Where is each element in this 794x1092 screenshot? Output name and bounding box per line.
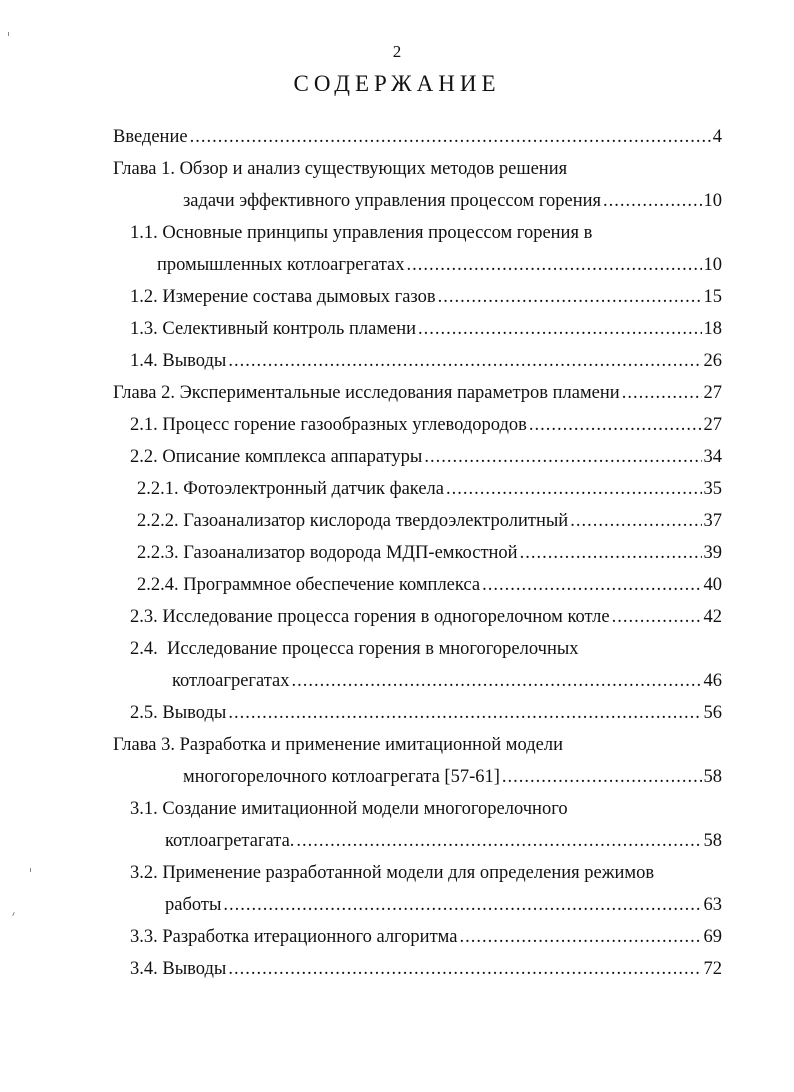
dot-leader	[459, 922, 701, 952]
toc-entry	[172, 666, 722, 696]
toc-entry-title: 2.2.4. Программное обеспечение комплекса	[137, 575, 481, 595]
toc-entry-title: 2.2. Описание комплекса аппаратуры	[130, 447, 423, 467]
dot-leader	[520, 538, 702, 568]
toc-entry	[130, 442, 722, 472]
toc-entry	[183, 762, 722, 792]
toc-entry-page: 56	[703, 703, 722, 723]
toc-entry-page: 39	[703, 543, 722, 563]
toc-entry-page: 35	[703, 479, 722, 499]
toc-entry-title: 2.3. Исследование процесса горения в одногорелочном котле	[130, 607, 610, 627]
scan-speck	[8, 32, 9, 36]
toc-entry	[137, 538, 722, 568]
toc-entry-title: Введение	[113, 127, 188, 147]
dot-leader	[446, 474, 702, 504]
toc-entry-page: 69	[703, 927, 722, 947]
dot-leader	[438, 282, 702, 312]
toc-entry-page: 26	[703, 351, 722, 371]
page-title: СОДЕРЖАНИЕ	[293, 71, 501, 96]
dot-leader	[292, 666, 702, 696]
dot-leader	[296, 826, 701, 856]
toc-entry	[157, 250, 722, 280]
toc-entry-page: 10	[703, 255, 722, 275]
toc-entry-title: 2.4. Исследование процесса горения в многогорелочных	[130, 639, 579, 659]
toc-entry-title: 2.2.1. Фотоэлектронный датчик факела	[137, 479, 444, 499]
toc-entry	[165, 826, 722, 856]
toc-entry-title: 2.5. Выводы	[130, 703, 227, 723]
toc-entry	[130, 602, 722, 632]
toc-entry-title: 3.4. Выводы	[130, 959, 227, 979]
toc-entry-title: работы	[165, 895, 222, 915]
dot-leader	[622, 378, 702, 408]
dot-leader	[603, 186, 701, 216]
toc-entry-title: котлоагрегатах	[172, 671, 290, 691]
toc-entry	[137, 506, 722, 536]
dot-leader	[612, 602, 702, 632]
toc-entry-title: задачи эффективного управления процессом горения	[183, 191, 602, 211]
toc-entry	[137, 474, 722, 504]
toc-entry	[130, 410, 722, 440]
toc-entry-title: Глава 3. Разработка и применение имитационной модели	[113, 735, 563, 755]
toc-entry-page: 46	[703, 671, 722, 691]
toc-entry-page: 58	[703, 831, 722, 851]
toc-entry-title: 2.1. Процесс горение газообразных углеводородов	[130, 415, 527, 435]
dot-leader	[190, 122, 711, 152]
toc-entry-page: 63	[703, 895, 722, 915]
toc-entry	[130, 218, 592, 248]
toc-entry-title: многогорелочного котлоагрегата [57-61]	[183, 767, 500, 787]
dot-leader	[482, 570, 701, 600]
toc-entry	[113, 154, 567, 184]
dot-leader	[529, 410, 702, 440]
table-of-contents	[0, 122, 794, 982]
toc-entry	[130, 314, 722, 344]
dot-leader	[407, 250, 702, 280]
toc-entry	[113, 122, 722, 152]
toc-entry-page: 27	[703, 383, 722, 403]
toc-entry	[113, 378, 722, 408]
dot-leader	[502, 762, 702, 792]
toc-entry-title: 3.1. Создание имитационной модели многогорелочного	[130, 799, 568, 819]
toc-entry	[113, 730, 563, 760]
dot-leader	[570, 506, 701, 536]
toc-entry-title: 1.2. Измерение состава дымовых газов	[130, 287, 436, 307]
toc-entry	[130, 858, 654, 888]
toc-entry	[137, 570, 722, 600]
toc-entry	[130, 282, 722, 312]
toc-entry	[165, 890, 722, 920]
page-number: 2	[392, 42, 402, 61]
toc-entry-title: промышленных котлоагрегатах	[157, 255, 405, 275]
toc-entry-title: 1.1. Основные принципы управления процессом горения в	[130, 223, 593, 243]
toc-entry-page: 42	[703, 607, 722, 627]
toc-entry-page: 72	[703, 959, 722, 979]
toc-entry-page: 18	[703, 319, 722, 339]
toc-entry-page: 58	[703, 767, 722, 787]
toc-entry-title: 2.2.3. Газоанализатор водорода МДП-емкостной	[137, 543, 518, 563]
toc-entry	[130, 698, 722, 728]
dot-leader	[418, 314, 701, 344]
toc-entry-title: 2.2.2. Газоанализатор кислорода твердоэлектролитный	[137, 511, 569, 531]
toc-entry	[130, 634, 579, 664]
toc-entry-page: 4	[712, 127, 722, 147]
dot-leader	[228, 698, 701, 728]
toc-entry-page: 40	[703, 575, 722, 595]
toc-entry	[130, 954, 722, 984]
toc-entry-title: 3.3. Разработка итерационного алгоритма	[130, 927, 458, 947]
toc-entry	[130, 794, 568, 824]
toc-entry-page: 37	[703, 511, 722, 531]
toc-entry	[130, 346, 722, 376]
dot-leader	[228, 346, 701, 376]
toc-entry	[183, 186, 722, 216]
toc-entry-page: 15	[703, 287, 722, 307]
toc-entry-title: 1.3. Селективный контроль пламени	[130, 319, 417, 339]
dot-leader	[223, 890, 701, 920]
toc-entry-page: 27	[703, 415, 722, 435]
toc-entry-title: котлоагретагата.	[165, 831, 295, 851]
toc-entry-page: 10	[703, 191, 722, 211]
scan-speck	[30, 868, 31, 872]
toc-entry-page: 34	[703, 447, 722, 467]
toc-entry	[130, 922, 722, 952]
dot-leader	[424, 442, 701, 472]
dot-leader	[228, 954, 701, 984]
toc-entry-title: Глава 2. Экспериментальные исследования параметров пламени	[113, 383, 620, 403]
toc-entry-title: 3.2. Применение разработанной модели для определения режимов	[130, 863, 655, 883]
toc-entry-title: Глава 1. Обзор и анализ существующих методов решения	[113, 159, 568, 179]
toc-entry-title: 1.4. Выводы	[130, 351, 227, 371]
